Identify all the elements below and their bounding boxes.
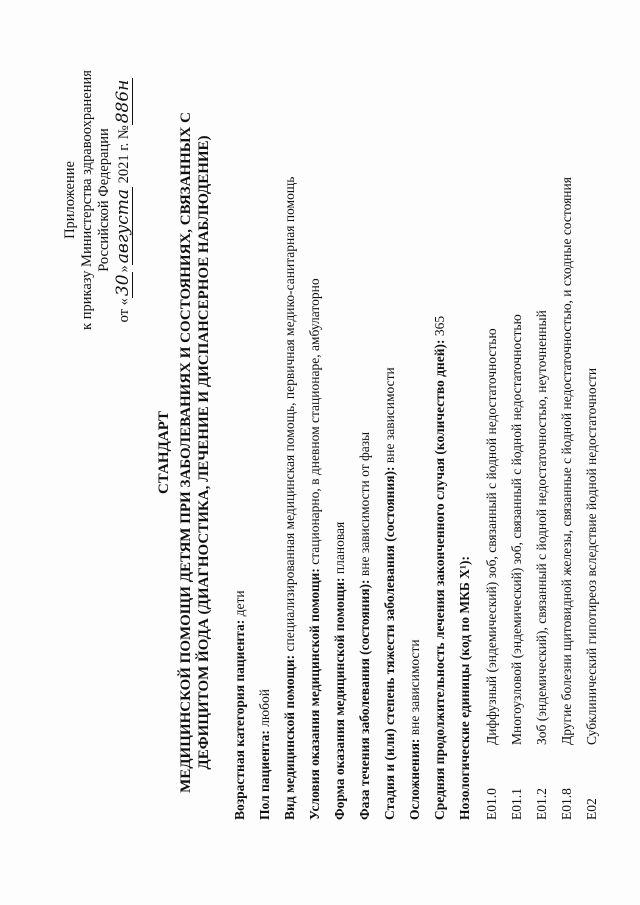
- icd-code: E01.2: [534, 788, 549, 820]
- standard-title-line1: МЕДИЦИНСКОЙ ПОМОЩИ ДЕТЯМ ПРИ ЗАБОЛЕВАНИЯХ И СОСТОЯНИЯХ, СВЯЗАННЫХ С: [178, 112, 194, 793]
- date-day: 30: [113, 274, 133, 297]
- icd-description: Другие болезни щитовидной железы, связанные с йодной недостаточностью, и сходные состояния: [559, 177, 574, 745]
- field-label: Пол пациента:: [257, 730, 272, 820]
- icd-code: E01.0: [484, 788, 499, 820]
- field-value: вне зависимости: [382, 367, 397, 467]
- field-label: Нозологические единицы (код по МКБ X¹):: [457, 556, 472, 820]
- field-label: Форма оказания медицинской помощи:: [332, 577, 347, 820]
- date-month: августа: [113, 188, 133, 264]
- field-disease-phase: [357, 432, 373, 820]
- field-value: плановая: [332, 521, 347, 578]
- date-prefix: от «: [116, 298, 132, 323]
- field-value: стационарно, в дневном стационаре, амбулаторно: [307, 278, 322, 569]
- icd-description: Диффузный (эндемический) зоб, связанный с йодной недостаточностью: [484, 328, 499, 745]
- field-care-type: [282, 177, 298, 820]
- icd-code: E01.8: [559, 788, 574, 820]
- icd-code: E01.1: [509, 788, 524, 820]
- icd-code: E02: [584, 798, 599, 820]
- appendix-block: [62, 55, 133, 345]
- order-number: 886н: [113, 79, 133, 124]
- appendix-date-line: [115, 55, 133, 345]
- icd-description: Многоузловой (эндемический) зоб, связанный с йодной недостаточностью: [509, 314, 524, 745]
- field-value: 365: [432, 315, 447, 340]
- field-value: специализированная медицинская помощь, первичная медико-санитарная помощь: [282, 176, 297, 655]
- field-age-category: [232, 590, 248, 820]
- appendix-order: к приказу Министерства здравоохранения: [79, 70, 95, 330]
- field-label: Условия оказания медицинской помощи:: [307, 568, 322, 820]
- field-care-form: [332, 522, 348, 820]
- field-value: любой: [257, 689, 272, 731]
- field-label: Стадия и (или) степень тяжести заболевания (состояния):: [382, 466, 397, 820]
- field-disease-stage: [382, 367, 398, 820]
- standard-heading: СТАНДАРТ: [156, 410, 172, 495]
- icd-description: Зоб (эндемический), связанный с йодной недостаточностью, неуточненный: [534, 310, 549, 745]
- field-complications: [407, 639, 423, 820]
- field-treatment-duration: [432, 316, 448, 820]
- field-label: Возрастная категория пациента:: [232, 619, 247, 820]
- field-label: Средняя продолжительность лечения законченного случая (количество дней):: [432, 339, 447, 820]
- field-label: Осложнения:: [407, 738, 422, 820]
- field-label: Вид медицинской помощи:: [282, 654, 297, 820]
- field-value: вне зависимости от фазы: [357, 431, 372, 580]
- field-value: дети: [232, 590, 247, 620]
- field-care-conditions: [307, 278, 323, 820]
- field-nosological-units: [457, 556, 473, 820]
- icd-description: Субклинический гипотиреоз вследствие йодной недостаточности: [584, 367, 599, 745]
- field-label: Фаза течения заболевания (состояния):: [357, 579, 372, 820]
- field-sex: [257, 689, 273, 820]
- appendix-title: Приложение: [62, 161, 78, 239]
- date-year: 2021 г. №: [116, 125, 132, 184]
- date-mid: »: [116, 265, 132, 273]
- appendix-ministry: Российской Федерации: [96, 128, 112, 272]
- field-value: вне зависимости: [407, 639, 422, 739]
- standard-title-line2: ДЕФИЦИТОМ ЙОДА (ДИАГНОСТИКА, ЛЕЧЕНИЕ И ДИСПАНСЕРНОЕ НАБЛЮДЕНИЕ): [196, 135, 212, 770]
